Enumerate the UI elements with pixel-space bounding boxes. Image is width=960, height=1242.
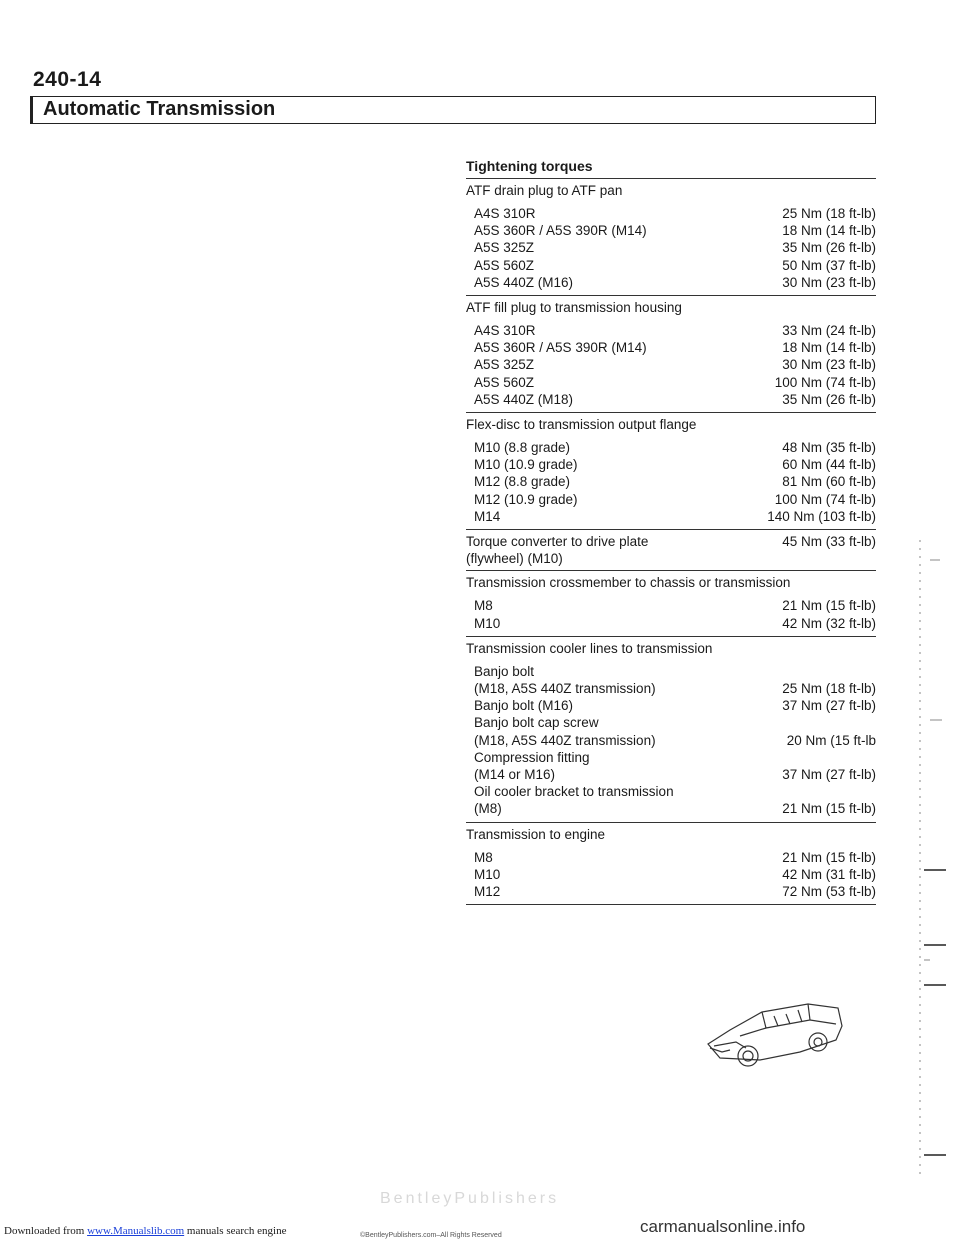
- table-row: [474, 339, 876, 356]
- table-row: [474, 800, 876, 817]
- copyright-line: ©BentleyPublishers.com–All Rights Reserved: [360, 1232, 502, 1239]
- group-rows: [466, 593, 876, 635]
- row-value: 30 Nm (23 ft-lb): [782, 357, 876, 373]
- table-row: [474, 663, 876, 680]
- row-label: Banjo bolt (M16): [474, 698, 574, 714]
- row-value: 21 Nm (15 ft-lb): [782, 598, 876, 614]
- row-label: A5S 325Z: [474, 357, 535, 373]
- group-rows: [466, 435, 876, 529]
- row-value: 20 Nm (15 ft-lb: [786, 732, 876, 748]
- footer-prefix: Downloaded from: [4, 1225, 85, 1237]
- page-number: 240-14: [33, 68, 102, 91]
- watermark: BentleyPublishers: [380, 1190, 560, 1207]
- row-value: 37 Nm (27 ft-lb): [782, 767, 876, 783]
- download-footer: [4, 1225, 286, 1237]
- car-illustration-icon: [700, 996, 850, 1076]
- torque-converter-label-2: (flywheel) (M10): [466, 551, 563, 567]
- table-row: [474, 597, 876, 614]
- row-label: Banjo bolt: [474, 663, 535, 679]
- row-value: 100 Nm (74 ft-lb): [774, 374, 876, 390]
- table-bottom-rule: [466, 904, 876, 905]
- table-row: [474, 222, 876, 239]
- row-value: [866, 714, 876, 731]
- table-row: [474, 322, 876, 339]
- table-row: [474, 491, 876, 508]
- table-row: [474, 508, 876, 525]
- row-label: A4S 310R: [474, 323, 536, 339]
- row-label: A5S 360R / A5S 390R (M14): [474, 340, 647, 356]
- group-header: ATF drain plug to ATF pan: [466, 183, 623, 198]
- row-value: [866, 663, 876, 680]
- table-row: [474, 456, 876, 473]
- group-header: Transmission cooler lines to transmission: [466, 640, 713, 656]
- row-label: A5S 440Z (M16): [474, 274, 574, 290]
- torque-converter-row: [466, 530, 876, 570]
- table-row: [474, 749, 876, 766]
- row-label: M12 (10.9 grade): [474, 491, 578, 507]
- carmanualsonline-watermark: carmanualsonline.info: [640, 1217, 806, 1236]
- row-value: 30 Nm (23 ft-lb): [782, 274, 876, 290]
- table-row: [474, 205, 876, 222]
- row-label: (M18, A5S 440Z transmission): [474, 681, 656, 697]
- row-label: A5S 440Z (M18): [474, 391, 574, 407]
- table-row: [474, 257, 876, 274]
- row-value: 18 Nm (14 ft-lb): [782, 340, 876, 356]
- row-value: 42 Nm (32 ft-lb): [782, 615, 876, 631]
- row-label: A5S 560Z: [474, 257, 535, 273]
- table-row: [474, 680, 876, 697]
- torque-converter-label-1: Torque converter to drive plate: [466, 534, 649, 550]
- row-value: 37 Nm (27 ft-lb): [782, 698, 876, 714]
- row-label: A5S 325Z: [474, 240, 535, 256]
- row-value: 100 Nm (74 ft-lb): [774, 491, 876, 507]
- row-label: M10: [474, 615, 501, 631]
- table-row: [474, 239, 876, 256]
- table-row: [474, 374, 876, 391]
- table-row: [474, 714, 876, 731]
- row-value: [866, 749, 876, 766]
- row-value: 18 Nm (14 ft-lb): [782, 223, 876, 239]
- section-header-box: [30, 96, 876, 124]
- row-value: 35 Nm (26 ft-lb): [782, 391, 876, 407]
- row-label: A5S 360R / A5S 390R (M14): [474, 223, 647, 239]
- group-rows: [466, 845, 876, 905]
- row-value: 25 Nm (18 ft-lb): [782, 681, 876, 697]
- row-label: (M14 or M16): [474, 767, 556, 783]
- torque-converter-value: 45 Nm (33 ft-lb): [782, 534, 876, 550]
- row-value: 50 Nm (37 ft-lb): [782, 257, 876, 273]
- row-value: 42 Nm (31 ft-lb): [782, 866, 876, 882]
- row-label: M12: [474, 884, 501, 900]
- row-value: 72 Nm (53 ft-lb): [782, 884, 876, 900]
- group-rows: [466, 201, 876, 295]
- torque-table: [466, 158, 876, 905]
- table-row: [474, 697, 876, 714]
- group-rows: [466, 318, 876, 412]
- table-row: [474, 883, 876, 900]
- margin-marks: [910, 0, 960, 1242]
- table-row: [474, 866, 876, 883]
- row-label: A5S 560Z: [474, 374, 535, 390]
- row-label: M12 (8.8 grade): [474, 474, 571, 490]
- row-value: 25 Nm (18 ft-lb): [782, 206, 876, 221]
- row-label: Oil cooler bracket to transmission: [474, 784, 674, 800]
- row-label: A4S 310R: [474, 206, 536, 221]
- row-value: [866, 783, 876, 800]
- row-label: (M8): [474, 801, 502, 817]
- row-label: M8: [474, 598, 493, 614]
- table-row: [474, 439, 876, 456]
- manualslib-link[interactable]: www.Manualslib.com: [87, 1225, 185, 1237]
- row-label: M14: [474, 508, 501, 524]
- group-header: ATF fill plug to transmission housing: [466, 300, 682, 316]
- row-label: Compression fitting: [474, 749, 590, 765]
- row-label: M10 (8.8 grade): [474, 440, 571, 456]
- row-value: 60 Nm (44 ft-lb): [782, 457, 876, 473]
- table-row: [474, 766, 876, 783]
- row-value: 140 Nm (103 ft-lb): [767, 508, 876, 524]
- table-row: [474, 274, 876, 291]
- row-value: 21 Nm (15 ft-lb): [782, 849, 876, 865]
- row-label: (M18, A5S 440Z transmission): [474, 732, 656, 748]
- table-row: [474, 473, 876, 490]
- row-value: 48 Nm (35 ft-lb): [782, 440, 876, 456]
- row-label: Banjo bolt cap screw: [474, 715, 599, 731]
- table-row: [474, 356, 876, 373]
- row-label: M10: [474, 866, 501, 882]
- row-label: M8: [474, 849, 493, 865]
- table-row: [474, 849, 876, 866]
- row-value: 81 Nm (60 ft-lb): [782, 474, 876, 490]
- table-row: [474, 783, 876, 800]
- table-row: [474, 615, 876, 632]
- section-title: Automatic Transmission: [43, 98, 276, 120]
- table-title: Tightening torques: [466, 158, 593, 174]
- group-rows: [466, 659, 876, 822]
- group-header: Transmission to engine: [466, 826, 606, 842]
- group-header: Transmission crossmember to chassis or transmission: [466, 575, 791, 591]
- row-value: 21 Nm (15 ft-lb): [782, 801, 876, 817]
- row-value: 33 Nm (24 ft-lb): [782, 323, 876, 339]
- row-label: M10 (10.9 grade): [474, 457, 578, 473]
- footer-suffix: manuals search engine: [186, 1225, 287, 1237]
- table-row: [474, 732, 876, 749]
- group-header: Flex-disc to transmission output flange: [466, 417, 697, 433]
- table-row: [474, 391, 876, 408]
- row-value: 35 Nm (26 ft-lb): [782, 240, 876, 256]
